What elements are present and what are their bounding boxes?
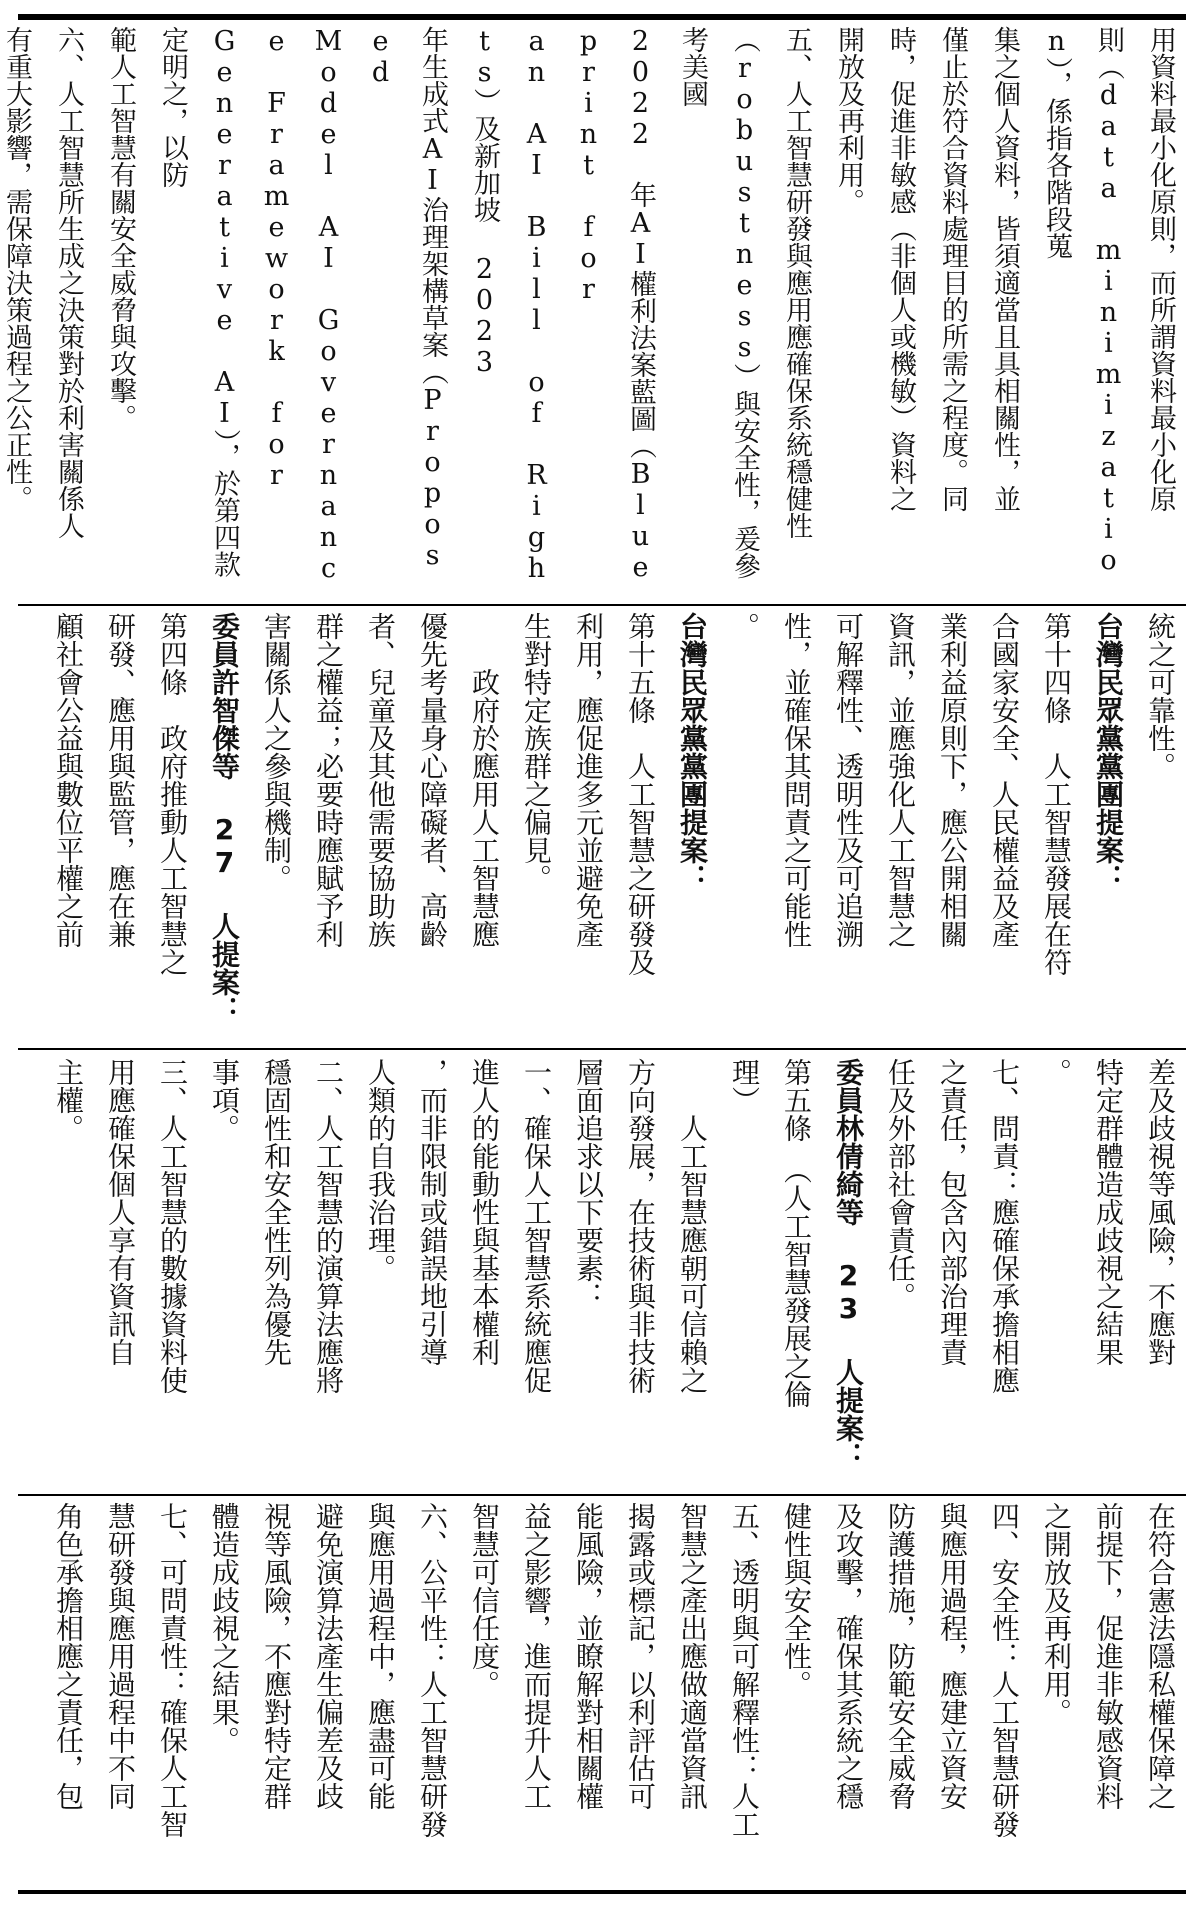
text-line: 生對特定族群之偏見。 [520,612,553,892]
text-line: 穩固性和安全性列為優先 [260,1058,293,1366]
text-line: 2022 年AI權利法案藍圖（Blueprint for [573,26,656,583]
proposal-heading: 台灣民眾黨黨團提案： [1092,612,1125,892]
text-line: 層面追求以下要素： [572,1058,605,1310]
text-line: 健性與安全性。 [780,1502,813,1698]
text-line: 及攻擊，確保其系統之穩 [832,1502,865,1810]
text-line: 與應用過程中，應盡可能 [364,1502,397,1810]
text-line: 業利益原則下，應公開相關 [936,612,969,948]
text-line: 性，並確保其問責之可能性 [780,612,813,948]
text-line: 優先考量身心障礙者、高齡 [416,612,449,948]
text-line: 統之可靠性。 [1144,612,1177,780]
bottom-border-rule [18,1890,1186,1894]
text-line: 有重大影響，需保障決策過程之公正性。 [1,26,32,512]
text-line: 五、人工智慧研發與應用應確保系統穩健性 [781,26,812,539]
text-line: 研發、應用與監管，應在兼 [104,612,137,948]
proposal-heading: 委員林倩綺等 23 人提案： [832,1058,865,1470]
text-line: 二、人工智慧的演算法應將 [312,1058,345,1394]
text-line: 慧研發與應用過程中不同 [104,1502,137,1810]
text-line: 可解釋性、透明性及可追溯 [832,612,865,948]
text-line: 防護措施，防範安全威脅 [884,1502,917,1810]
top-border-rule [18,14,1186,20]
text-line: 用應確保個人享有資訊自 [104,1058,137,1366]
text-line: 人工智慧應朝可信賴之 [676,1058,709,1394]
text-line: 與應用過程，應建立資安 [936,1502,969,1810]
text-line: 三、人工智慧的數據資料使 [156,1058,189,1394]
text-line: 事項。 [208,1058,241,1142]
text-line: 資訊，並應強化人工智慧之 [884,612,917,948]
text-line: 理） [728,1058,761,1114]
text-line: 集之個人資料，皆須適當且具相關性，並 [989,26,1020,512]
text-line: 益之影響，進而提升人工 [520,1502,553,1810]
text-line: 進人的能動性與基本權利 [468,1058,501,1366]
text-line: 六、人工智慧所生成之決策對於利害關係人 [53,26,84,539]
band-divider-3 [18,604,1186,606]
text-line: 第四條 政府推動人工智慧之 [156,612,189,976]
text-line: 智慧之產出應做適當資訊 [676,1502,709,1810]
text-line: 政府於應用人工智慧應 [468,612,501,948]
text-line: 揭露或標記，以利評估可 [624,1502,657,1810]
text-line: 群之權益；必要時應賦予利 [312,612,345,948]
text-line: 顧社會公益與數位平權之前 [52,612,85,948]
text-line: 僅止於符合資料處理目的所需之程度。同 [937,26,968,512]
text-line: 之開放及再利用。 [1040,1502,1073,1726]
text-line: 在符合憲法隱私權保障之 [1144,1502,1177,1810]
text-line: 方向發展，在技術與非技術 [624,1058,657,1394]
text-line: 者、兒童及其他需要協助族 [364,612,397,948]
text-line: 體造成歧視之結果。 [208,1502,241,1754]
text-line: 前提下，促進非敏感資料 [1092,1502,1125,1810]
band-divider-1 [18,1494,1186,1496]
text-line: 範人工智慧有關安全威脅與攻擊。 [105,26,136,431]
text-line: 主權。 [52,1058,85,1142]
text-line: 第五條 （人工智慧發展之倫 [780,1058,813,1408]
text-line: 第十五條 人工智慧之研發及 [624,612,657,976]
text-line: （robustness）與安全性，爰參考美國 [677,26,760,579]
text-line: 能風險，並瞭解對相關權 [572,1502,605,1810]
text-line: 。 [1040,1058,1073,1086]
text-line: 年生成式AI治理架構草案（Proposed [365,26,448,571]
text-line: 時，促進非敏感（非個人或機敏）資料之 [885,26,916,512]
text-line: 七、問責：應確保承擔相應 [988,1058,1021,1394]
text-line: 開放及再利用。 [833,26,864,215]
text-line: 四、安全性：人工智慧研發 [988,1502,1021,1838]
text-line: 特定群體造成歧視之結果 [1092,1058,1125,1366]
text-line: 害關係人之參與機制。 [260,612,293,892]
text-line: ，而非限制或錯誤地引導 [416,1058,449,1366]
text-line: Generative AI），於第四款定明之，以防 [157,26,240,578]
text-band-1 [18,1502,1186,1882]
text-line: 七、可問責性：確保人工智 [156,1502,189,1838]
text-line: an AI Bill of Rights）及新加坡 2023 [469,26,552,584]
proposal-heading: 台灣民眾黨黨團提案： [676,612,709,892]
text-line: 六、公平性：人工智慧研發 [416,1502,449,1838]
text-line: 則（data minimization），係指各階段蒐 [1041,26,1124,576]
text-line: Model AI Governance Framework for [261,26,344,584]
text-line: 合國家安全、人民權益及產 [988,612,1021,948]
text-line: 角色承擔相應之責任，包 [52,1502,85,1810]
text-line: 。 [728,612,761,640]
text-line: 智慧可信任度。 [468,1502,501,1698]
text-band-2 [18,1058,1186,1482]
text-line: 人類的自我治理。 [364,1058,397,1282]
text-line: 一、確保人工智慧系統應促 [520,1058,553,1394]
text-band-4 [1,26,1186,598]
text-line: 避免演算法產生偏差及歧 [312,1502,345,1810]
text-line: 視等風險，不應對特定群 [260,1502,293,1810]
text-line: 第十四條 人工智慧發展在符 [1040,612,1073,976]
text-line: 利用，應促進多元並避免產 [572,612,605,948]
text-line: 用資料最小化原則，而所謂資料最小化原 [1145,26,1176,512]
text-line: 之責任，包含內部治理責 [936,1058,969,1366]
proposal-heading: 委員許智傑等 27 人提案： [208,612,241,1024]
text-band-3 [18,612,1186,1040]
text-line: 差及歧視等風險，不應對 [1144,1058,1177,1366]
text-line: 任及外部社會責任。 [884,1058,917,1310]
band-divider-2 [18,1048,1186,1050]
text-line: 五、透明與可解釋性：人工 [728,1502,761,1838]
